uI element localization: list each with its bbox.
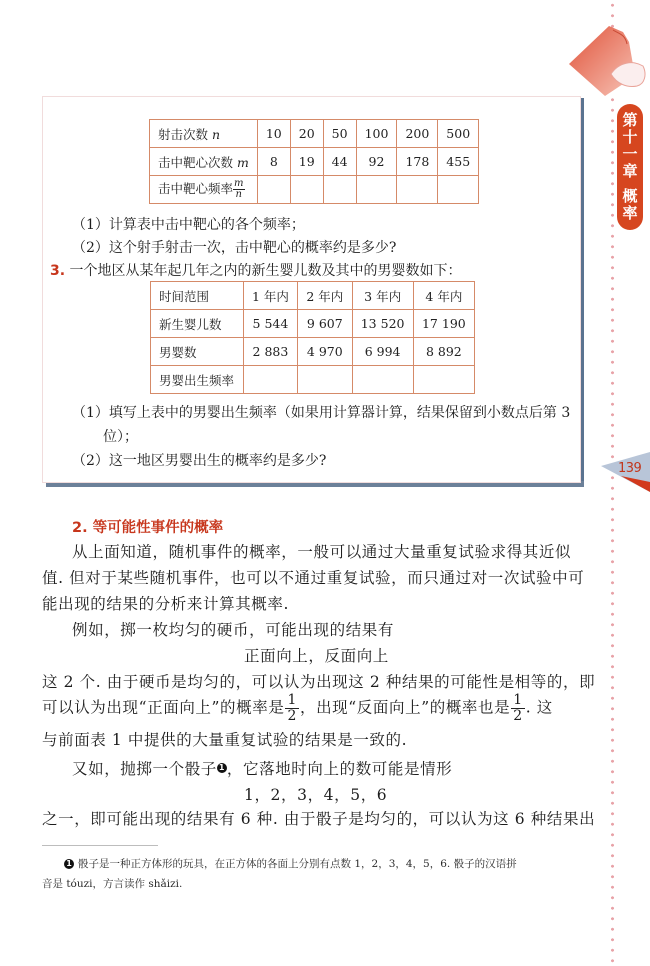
- paragraph-line-fraction: 可以认为出现“正面向上”的概率是 $\frac{1}{2}$ ，出现“反面向上”的概率也是 $\frac{1}{2}$ . 这: [42, 692, 553, 724]
- coin-outcomes: 正面向上，反面向上: [244, 647, 389, 665]
- table-cell-empty: [397, 176, 438, 204]
- table-cell: 200: [397, 120, 438, 148]
- question-part: （1）填写上表中的男婴出生频率（如果用计算器计算，结果保留到小数点后第 3: [72, 405, 571, 421]
- page-number-badge: [601, 452, 650, 492]
- question-part: （1）计算表中击中靶心的各个频率；: [72, 217, 305, 233]
- paragraph-line: 从上面知道，随机事件的概率，一般可以通过大量重复试验求得其近似: [72, 543, 572, 561]
- table-cell-empty: [298, 366, 352, 394]
- shooting-table: [149, 119, 479, 204]
- table-row: [150, 148, 479, 176]
- table-row: [151, 338, 475, 366]
- column-header: 2 年内: [298, 282, 352, 310]
- die-outcomes: 1，2，3，4，5，6: [244, 786, 388, 804]
- table-cell: 500: [438, 120, 479, 148]
- table-cell: 5 544: [243, 310, 297, 338]
- paragraph-line: 这 2 个. 由于硬币是均匀的，可以认为出现这 2 种结果的可能性是相等的，即: [42, 673, 596, 691]
- table-cell-empty: [352, 366, 413, 394]
- paragraph-line: 与前面表 1 中提供的大量重复试验的结果是一致的.: [42, 731, 408, 749]
- footnote-line: 音是 tóuzi，方言读作 shǎizi.: [42, 878, 183, 890]
- table-cell-empty: [257, 176, 290, 204]
- paragraph-line: 之一，即可能出现的结果有 6 种. 由于骰子是均匀的，可以认为这 6 种结果出: [42, 810, 596, 828]
- table-row: [150, 120, 479, 148]
- births-table: [150, 281, 475, 394]
- question-3: 3. 一个地区从某年起几年之内的新生婴儿数及其中的男婴数如下：: [50, 263, 462, 279]
- chapter-tab-char: 第: [622, 111, 638, 129]
- fraction-one-half: $\frac{1}{2}$: [513, 692, 523, 724]
- row-header: 新生婴儿数: [151, 310, 244, 338]
- chapter-tab-char: 一: [622, 145, 638, 163]
- row-header: 击中靶心频率 $\frac{m}{n}$: [150, 176, 258, 204]
- column-header: 4 年内: [413, 282, 474, 310]
- question-part: 位）；: [103, 429, 138, 445]
- chapter-tab-char: 率: [622, 204, 638, 222]
- table-cell: 50: [323, 120, 356, 148]
- table-cell: 4 970: [298, 338, 352, 366]
- table-header-row: [151, 282, 475, 310]
- table-cell-empty: [323, 176, 356, 204]
- paragraph-line: 能出现的结果的分析来计算其概率.: [42, 595, 290, 613]
- column-header: 3 年内: [352, 282, 413, 310]
- table-row: [151, 366, 475, 394]
- table-cell: 17 190: [413, 310, 474, 338]
- table-cell: 178: [397, 148, 438, 176]
- row-header: 男婴数: [151, 338, 244, 366]
- chapter-tab-char: 概: [622, 187, 638, 205]
- table-cell: 13 520: [352, 310, 413, 338]
- question-part: （2）这一地区男婴出生的概率约是多少?: [72, 453, 327, 469]
- footnote-divider: [42, 845, 158, 846]
- row-header: 击中靶心次数 m: [150, 148, 258, 176]
- table-cell-empty: [243, 366, 297, 394]
- footnote-marker-icon: 1: [64, 859, 74, 869]
- table-cell: 19: [290, 148, 323, 176]
- row-header: 男婴出生频率: [151, 366, 244, 394]
- table-cell: 6 994: [352, 338, 413, 366]
- chapter-tab-char: 十: [622, 128, 638, 146]
- table-cell-empty: [413, 366, 474, 394]
- footnote-line: 1 骰子是一种正方体形的玩具，在正方体的各面上分别有点数 1，2，3，4，5，6. 骰子的汉语拼: [64, 856, 517, 871]
- table-cell-empty: [290, 176, 323, 204]
- question-part: （2）这个射手射击一次，击中靶心的概率约是多少?: [72, 240, 397, 256]
- table-cell: 9 607: [298, 310, 352, 338]
- table-cell: 44: [323, 148, 356, 176]
- column-header: 时间范围: [151, 282, 244, 310]
- chapter-tab-char: 章: [622, 162, 638, 180]
- paragraph-line: 又如，抛掷一个骰子 1 ，它落地时向上的数可能是情形: [72, 760, 453, 778]
- table-cell: 20: [290, 120, 323, 148]
- table-cell: 8: [257, 148, 290, 176]
- chapter-tab[interactable]: [617, 104, 643, 230]
- section-heading: 2. 等可能性事件的概率: [72, 520, 224, 536]
- footnote-marker-icon[interactable]: 1: [218, 763, 225, 772]
- page-number: 139: [618, 461, 642, 476]
- paper-corner-decoration-icon: [567, 22, 647, 100]
- table-cell: 92: [356, 148, 397, 176]
- table-cell: 100: [356, 120, 397, 148]
- paragraph-line: 值. 但对于某些随机事件，也可以不通过重复试验，而只通过对一次试验中可: [42, 569, 585, 587]
- table-cell: 8 892: [413, 338, 474, 366]
- table-cell-empty: [438, 176, 479, 204]
- table-row: [150, 176, 479, 204]
- paragraph-line: 例如，掷一枚均匀的硬币，可能出现的结果有: [72, 621, 395, 639]
- table-cell: 455: [438, 148, 479, 176]
- column-header: 1 年内: [243, 282, 297, 310]
- table-cell: 10: [257, 120, 290, 148]
- fraction-one-half: $\frac{1}{2}$: [287, 692, 297, 724]
- table-cell: 2 883: [243, 338, 297, 366]
- table-cell-empty: [356, 176, 397, 204]
- row-header: 射击次数 n: [150, 120, 258, 148]
- question-number: 3.: [50, 263, 66, 279]
- table-row: [151, 310, 475, 338]
